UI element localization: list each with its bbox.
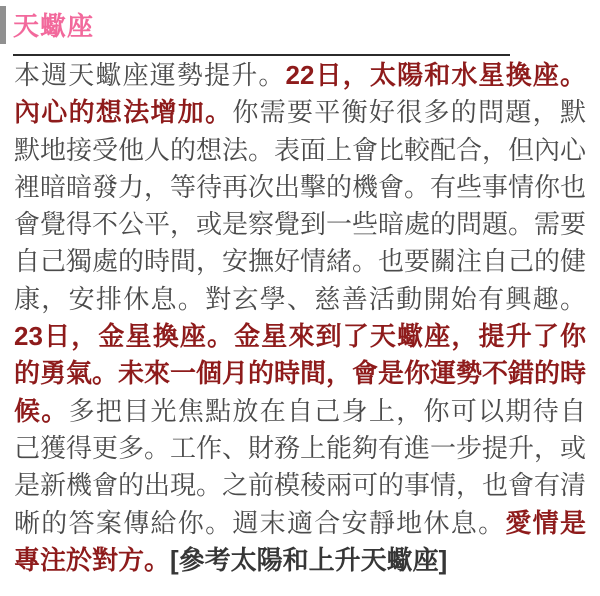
highlight-segment: 22日，太陽和水星換座。內心的想法增加。 (14, 60, 586, 128)
text-segment: 多把目光焦點放在自己身上，你可以期待自己獲得更多。工作、財務上能夠有進一步提升，或是新機會的出現。之前模稜兩可的事情，也會有清晰的答案傳給你。週末適合安靜地休息。 (14, 395, 587, 538)
text-segment: 你需要平衡好很多的問題，默默地接受他人的想法。表面上會比較配合，但內心裡暗暗發力，等待再次出擊的機會。有些事情你也會覺得不公平，或是察覺到一些暗處的問題。需要自己獨處的時間，安撫好情緒。也要關注自己的健康，安排休息。對玄學、慈善活動開始有興趣。 (14, 97, 587, 314)
horoscope-paragraph (0, 57, 600, 579)
title-accent-bar (0, 6, 6, 44)
page-header (0, 0, 600, 56)
reference-note: [參考太陽和上升天蠍座] (170, 544, 448, 575)
text-segment: 本週天蠍座運勢提升。 (14, 60, 286, 90)
highlight-segment: 愛情是專注於對方。 (14, 507, 586, 575)
page-title: 天蠍座 (13, 11, 95, 41)
highlight-segment: 23日，金星換座。金星來到了天蠍座，提升了你的勇氣。未來一個月的時間，會是你運勢不錯的時候。 (14, 321, 587, 426)
title-underline (13, 54, 510, 56)
